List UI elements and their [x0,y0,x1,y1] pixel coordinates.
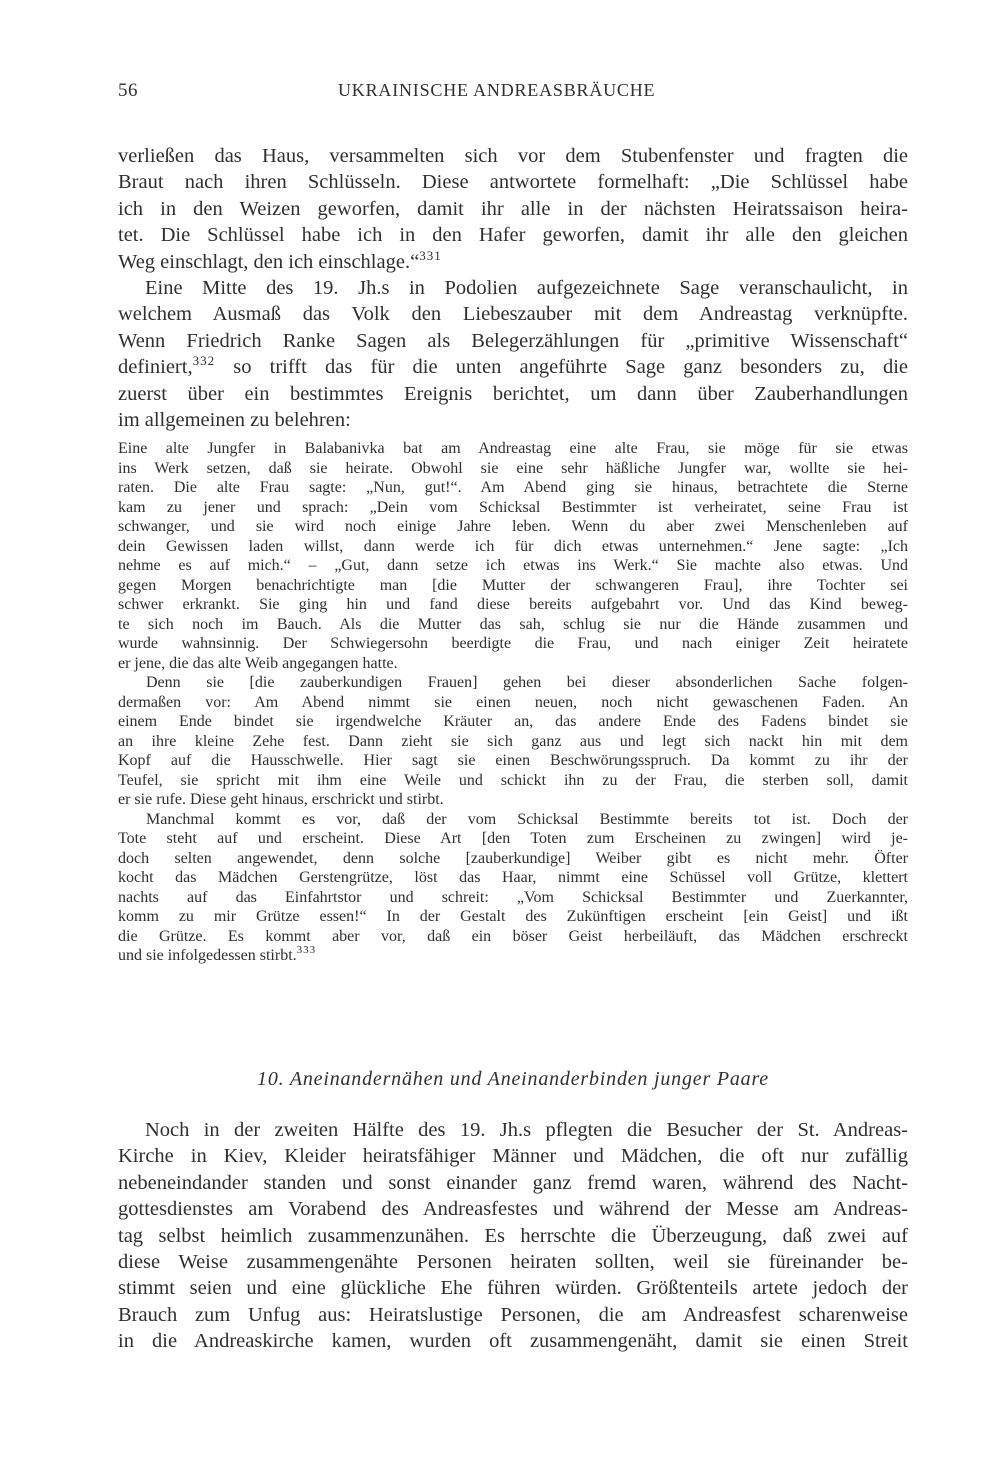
footnote-marker: 331 [419,247,442,263]
text-fragment: Weg einschlagt, den ich einschlage.“ [118,250,420,273]
quote-line: te sich noch im Bauch. Als die Mutter das sah, schlug sie nur die Hände zusammen und [118,615,908,633]
quote-line: Tote steht auf und erscheint. Diese Art [den Toten zum Erscheinen zu zwingen] wird je- [118,830,908,847]
quote-line: an ihre kleine Zehe fest. Dann zieht sie sich ganz aus und legt sich nackt hin mit dem [118,732,908,750]
text-line: im allgemeinen zu belehren: [118,409,351,432]
text-fragment: so trifft das für die unten angeführte Sage ganz besonders zu, die [215,356,908,379]
text-line: Eine Mitte des 19. Jh.s in Podolien aufgezeichnete Sage veranschaulicht, in [145,277,908,300]
quote-line: schwer erkrankt. Sie ging hin und fand diese bereits aufgebahrt vor. Und das Kind beweg- [118,596,908,613]
quote-line: raten. Die alte Frau sagte: „Nun, gut!“. Am Abend ging sie hinaus, betrachtete die Sterne [118,479,908,496]
main-text-block [118,143,908,433]
text-fragment: und sie infolgedessen stirbt. [118,947,297,964]
footnote-marker: 333 [296,944,317,956]
quote-line: gegen Morgen benachrichtigte man [die Mutter der schwangeren Frau], ihre Tochter sei [118,576,908,594]
running-head: UKRAINISCHE ANDREASBRÄUCHE [338,80,656,100]
page-header [118,80,908,104]
text-line: Noch in der zweiten Hälfte des 19. Jh.s pflegten die Besucher der St. Andreas- [145,1119,908,1141]
text-line [118,354,908,380]
quote-line [118,946,908,966]
footnote-marker: 332 [192,353,216,369]
text-line: Brauch zum Unfug aus: Heiratslustige Personen, die am Andreasfest scharenweise [118,1303,908,1326]
quote-line: dermaßen vor: Am Abend nimmt sie einen neuen, noch nicht gewaschenen Faden. An [118,693,908,711]
text-line [118,249,908,275]
section-heading: 10. Aneinandernähen und Aneinanderbinden junger Paare [257,1068,769,1090]
section-text-block [118,1117,908,1355]
quote-line: nehme es auf mich.“ – „Gut, dann setze ich etwas ins Werk.“ Sie machte also etwas. Und [118,557,908,574]
text-line: nebeneindander standen und sonst einander ganz fremd waren, während des Nacht- [118,1171,908,1194]
page-number: 56 [118,80,138,101]
text-line: gottesdienstes am Vorabend des Andreasfestes und während der Messe am Andreas- [118,1198,908,1221]
quote-line: kam zu jener und sprach: „Dein vom Schicksal Bestimmter ist verheiratet, seine Frau ist [118,498,908,516]
block-quote [118,439,908,966]
quote-line: kocht das Mädchen Gerstengrütze, löst das Haar, nimmt eine Schüssel voll Grütze, klettert [118,869,908,886]
text-line: stimmt seien und eine glückliche Ehe führen würden. Größtenteils artete jedoch der [118,1277,908,1300]
quote-line: Eine alte Jungfer in Balabanivka bat am Andreastag eine alte Frau, sie möge für sie etwas [118,440,908,457]
text-line: zuerst über ein bestimmtes Ereignis berichtet, um dann über Zauberhandlungen [118,382,908,405]
quote-line: wurde wahnsinnig. Der Schwiegersohn beerdigte die Frau, und nach einiger Zeit heiratete [118,635,908,652]
text-line: diese Weise zusammengenähte Personen heiraten sollten, weil sie füreinander be- [118,1251,908,1274]
quote-line: dein Gewissen laden willst, dann werde ich für dich etwas unternehmen.“ Jene sagte: „Ich [118,537,908,555]
text-line: tet. Die Schlüssel habe ich in den Hafer geworfen, damit ihr alle den gleichen [118,224,908,247]
text-line: Braut nach ihren Schlüsseln. Diese antwortete formelhaft: „Die Schlüssel habe [118,171,908,194]
quote-line: er jene, die das alte Weib angegangen hatte. [118,654,398,672]
text-fragment: definiert, [118,356,193,379]
quote-line: Denn sie [die zauberkundigen Frauen] gehen bei dieser absonderlichen Sache folgen- [146,674,908,691]
text-line: in die Andreaskirche kamen, wurden oft zusammengenäht, damit sie einen Streit [118,1330,908,1353]
text-line: Wenn Friedrich Ranke Sagen als Belegerzählungen für „primitive Wissenschaft“ [118,329,908,352]
text-line: verließen das Haus, versammelten sich vor dem Stubenfenster und fragten die [118,145,908,167]
quote-line: einem Ende bindet sie irgendwelche Kräuter an, das andere Ende des Fadens bindet sie [118,713,908,730]
quote-line: er sie rufe. Diese geht hinaus, erschrickt und stirbt. [118,791,444,808]
quote-line: nachts auf das Einfahrtstor und schreit: „Vom Schicksal Bestimmter und Zuerkannter, [118,888,908,906]
quote-line: doch selten angewendet, denn solche [zauberkundige] Weiber gibt es nicht mehr. Öfter [118,849,908,867]
quote-line: Teufel, sie spricht mit ihm eine Weile und schickt ihn zu der Frau, die sterben soll, damit [118,771,908,789]
quote-line: Kopf auf die Hausschwelle. Hier sagt sie einen Beschwörungsspruch. Da kommt zu ihr der [118,752,908,769]
quote-line: die Grütze. Es kommt aber vor, daß ein böser Geist herbeiläuft, das Mädchen erschreckt [118,927,908,945]
quote-line: schwanger, und sie wird noch einige Jahre leben. Wenn du aber zwei Menschenleben auf [118,518,908,535]
quote-line: komm zu mir Grütze essen!“ In der Gestalt des Zukünftigen erscheint [ein Geist] und ißt [118,908,908,925]
quote-line: Manchmal kommt es vor, daß der vom Schicksal Bestimmte bereits tot ist. Doch der [146,810,908,828]
text-line: ich in den Weizen geworfen, damit ihr alle in der nächsten Heiratssaison heira- [118,197,908,220]
text-line: tag selbst heimlich zusammenzunähen. Es herrschte die Überzeugung, daß zwei auf [118,1224,908,1247]
text-line: Kirche in Kiev, Kleider heiratsfähiger Männer und Mädchen, die oft nur zufällig [118,1145,908,1168]
quote-line: ins Werk setzen, daß sie heirate. Obwohl sie eine sehr häßliche Jungfer war, wollte sie hei- [118,459,908,477]
text-line: welchem Ausmaß das Volk den Liebeszauber mit dem Andreastag verknüpfte. [118,303,908,326]
